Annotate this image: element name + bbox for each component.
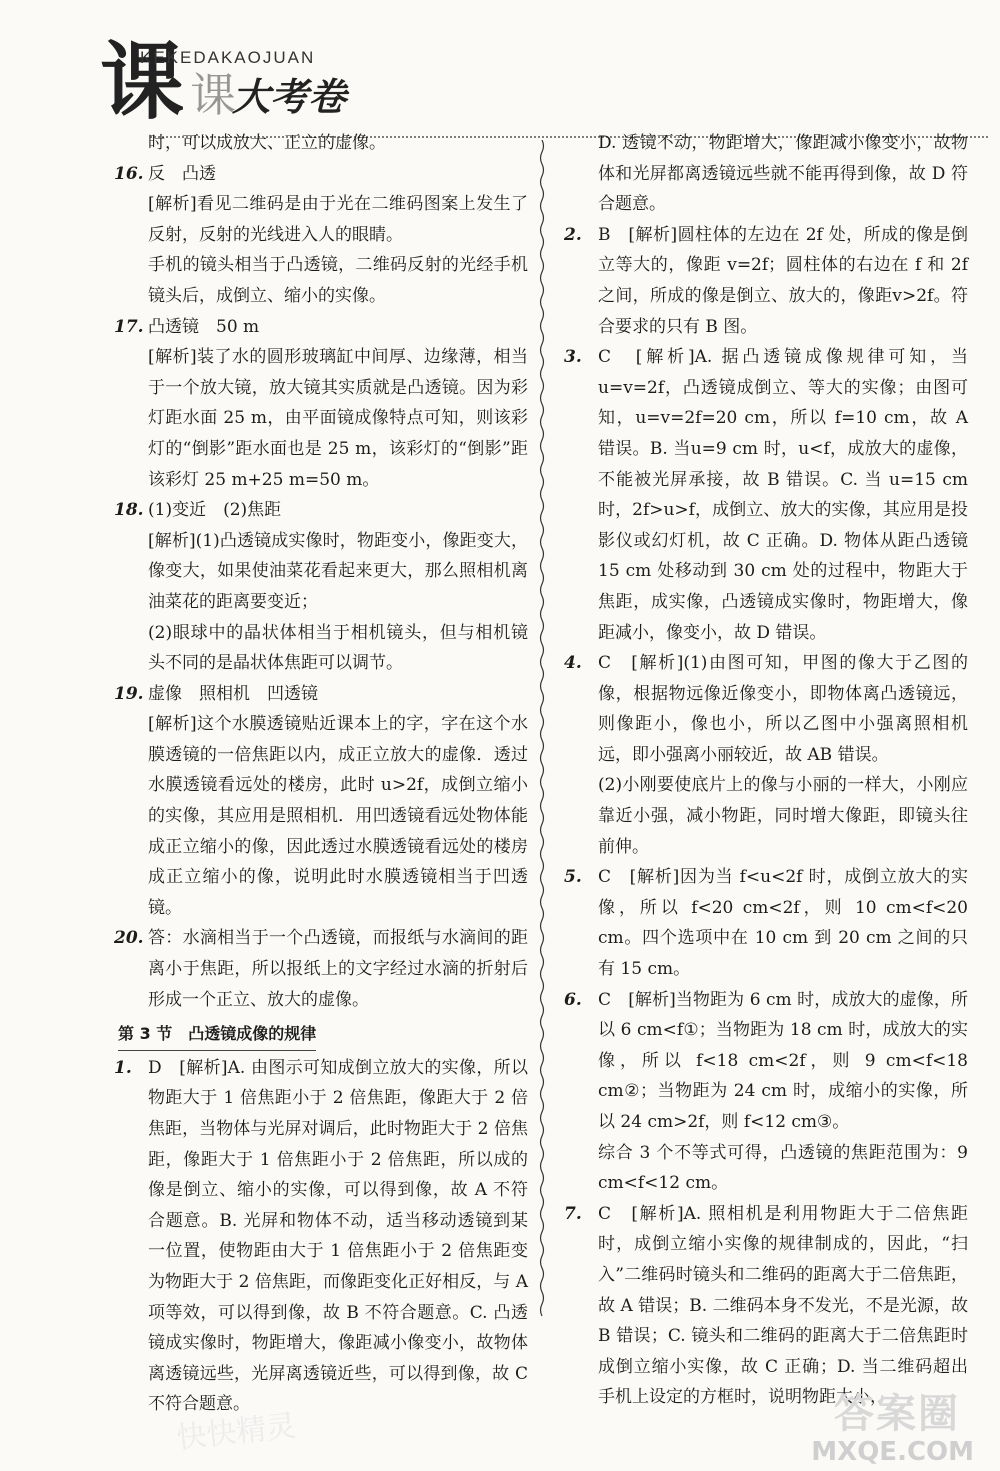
answer-key: 虚像 照相机 凹透镜	[148, 683, 318, 704]
left-column	[114, 128, 528, 1420]
logo-character: 课	[100, 32, 185, 131]
answer-number: 7.	[564, 1203, 582, 1224]
answer-number: 16.	[114, 163, 144, 184]
explanation: (2)眼球中的晶状体相当于相机镜头，但与相机镜头不同的是晶状体焦距可以调节。	[148, 622, 528, 674]
section-title: 第 3 节 凸透镜成像的规律	[118, 1019, 316, 1051]
explanation: B [解析]圆柱体的左边在 2f 处，所成的像是倒立等大的，像距 v=2f；圆柱体的右边在 f 和 2f 之间，所成的像是倒立、放大的，像距v>2f。符合要求的只有 B 图。	[598, 224, 968, 337]
answer-number: 17.	[114, 316, 144, 337]
intro-text: 时，可以成放大、正立的虚像。	[148, 133, 386, 153]
answer-16	[114, 159, 528, 312]
logo-brush-text: 大考卷	[232, 74, 347, 119]
explanation: [解析]这个水膜透镜贴近课本上的字，字在这个水膜透镜的一倍焦距以内，成正立放大的虚像．透过水膜透镜看远处的楼房，此时 u>2f，成倒立缩小的实像，其应用是照相机．用凹透镜看远处物体能成正立缩小的像，因此透过水膜透镜看远处的楼房成正立缩小的像，说明此时水膜透镜相当于凹透镜。	[148, 714, 528, 918]
answer-number: 18.	[114, 500, 144, 521]
answer-s1	[114, 1053, 528, 1420]
answer-number: 19.	[114, 683, 144, 704]
explanation: C [解析](1)由图可知，甲图的像大于乙图的像，根据物远像近像变小，即物体离凸透镜远，则像距小，像也小，所以乙图中小强离照相机远，即小强离小丽较近，故 AB 错误。	[598, 653, 968, 765]
explanation: D [解析]A. 由图示可知成倒立放大的实像，所以物距大于 1 倍焦距小于 2 倍焦距，像距大于 2 倍焦距，当物体与光屏对调后，此时物距大于 2 倍焦距，像距大于 1 倍焦距小于 2 倍焦距，所以成的像是倒立、缩小的实像，可以得到像，故 A 不符合题意。B. 光屏和物体不动，适当移动透镜到某一位置，使物距由大于 1 倍焦距小于 2 倍焦距变为物距大于 2 倍焦距，而像距变化正好相反，与 A 项等效，可以得到像，故 B 不符合题意。C. 凸透镜成实像时，物距增大，像距减小像变小，故物体离透镜远些，光屏离透镜近些，可以得到像，故 C 不符合题意。	[148, 1057, 528, 1415]
answer-20	[114, 923, 528, 1015]
answer-19	[114, 679, 528, 924]
answer-key: 反 凸透	[148, 163, 216, 184]
answer-number: 2.	[564, 224, 582, 245]
explanation: (2)小刚要使底片上的像与小丽的一样大，小刚应靠近小强，减小物距，同时增大像距，即镜头往前伸。	[598, 775, 968, 857]
answer-key: (1)变近 (2)焦距	[148, 500, 282, 521]
right-column	[564, 128, 968, 1413]
explanation: 手机的镜头相当于凸透镜，二维码反射的光经手机镜头后，成倒立、缩小的实像。	[148, 255, 528, 306]
explanation: C [解析]A. 照相机是利用物距大于二倍焦距时，成倒立缩小实像的规律制成的，因此，“扫入”二维码时镜头和二维码的距离大于二倍焦距，故 A 错误；B. 二维码本身不发光，不是光源，故 B 错误；C. 镜头和二维码的距离大于二倍焦距时成倒立缩小实像，故 C 正确；D. 当二维码超出手机上设定的方框时，说明物距太小，	[598, 1203, 968, 1408]
explanation: [解析]装了水的圆形玻璃缸中间厚、边缘薄，相当于一个放大镜，放大镜其实质就是凸透镜。因为彩灯距水面 25 m，由平面镜成像特点可知，则该彩灯的“倒影”距水面也是 25 m，该彩灯的“倒影”距该彩灯 25 m+25 m=50 m。	[148, 347, 528, 490]
watermark	[755, 1391, 990, 1471]
explanation: 综合 3 个不等式可得，凸透镜的焦距范围为：9 cm<f<12 cm。	[598, 1142, 968, 1194]
answer-number: 4.	[564, 653, 582, 674]
page-header	[0, 0, 1000, 140]
continued-text: D. 透镜不动，物距增大，像距减小像变小，故物体和光屏都离透镜远些就不能再得到像，故 D 符合题意。	[598, 133, 968, 215]
explanation: C [解析]因为当 f<u<2f 时，成倒立放大的实像，所以 f<20 cm<2f，则 10 cm<f<20 cm。四个选项中在 10 cm 到 20 cm 之间的只有 15 cm。	[598, 867, 968, 980]
answer-18	[114, 495, 528, 679]
logo-latin-text: KEKEDAKAOJUAN	[140, 48, 316, 67]
answer-number: 20.	[114, 928, 144, 949]
answer-number: 5.	[564, 867, 582, 888]
answer-6	[564, 985, 968, 1199]
answer-number: 1.	[114, 1057, 132, 1078]
answer-3	[564, 342, 968, 648]
explanation: C [解析]A. 据凸透镜成像规律可知，当 u=v=2f，凸透镜成倒立、等大的实像；由图可知，u=v=2f=20 cm，所以 f=10 cm，故 A 错误。B. 当u=9 cm 时，u<f，成放大的虚像，不能被光屏承接，故 B 错误。C. 当 u=15 cm 时，2f>u>f，成倒立、放大的实像，其应用是投影仪或幻灯机，故 C 正确。D. 物体从距凸透镜15 cm 处移动到 30 cm 处的过程中，物距大于焦距，成实像，凸透镜成实像时，物距增大，像距减小，像变小，故 D 错误。	[598, 347, 968, 643]
faint-watermark: 快快精灵	[174, 1408, 298, 1457]
answer-2	[564, 220, 968, 342]
answer-17	[114, 312, 528, 496]
answer-key: 凸透镜 50 m	[148, 316, 260, 337]
explanation: C [解析]当物距为 6 cm 时，成放大的虚像，所以 6 cm<f①；当物距为 18 cm 时，成放大的实像，所以 f<18 cm<2f，则 9 cm<f<18 cm②；当物距为 24 cm 时，成缩小的实像，所以 24 cm>2f，则 f<12 cm③。	[598, 989, 968, 1132]
watermark-url: MXQE.COM	[811, 1437, 974, 1467]
answer-number: 3.	[564, 347, 582, 368]
answer-5	[564, 862, 968, 984]
logo-shadow-character: 课	[190, 68, 236, 122]
explanation: [解析]看见二维码是由于光在二维码图案上发生了反射，反射的光线进入人的眼睛。	[148, 194, 528, 245]
column-divider	[538, 140, 546, 1402]
answer-7	[564, 1199, 968, 1413]
explanation: 答：水滴相当于一个凸透镜，而报纸与水滴间的距离小于焦距，所以报纸上的文字经过水滴的折射后形成一个正立、放大的虚像。	[148, 928, 528, 1010]
section-heading	[118, 1015, 528, 1053]
explanation: [解析](1)凸透镜成实像时，物距变小，像距变大，像变大，如果使油菜花看起来更大，那么照相机离油菜花的距离要变近；	[148, 530, 528, 612]
answer-4	[564, 648, 968, 862]
watermark-brand: 答案圈	[834, 1391, 960, 1437]
answer-number: 6.	[564, 989, 582, 1010]
